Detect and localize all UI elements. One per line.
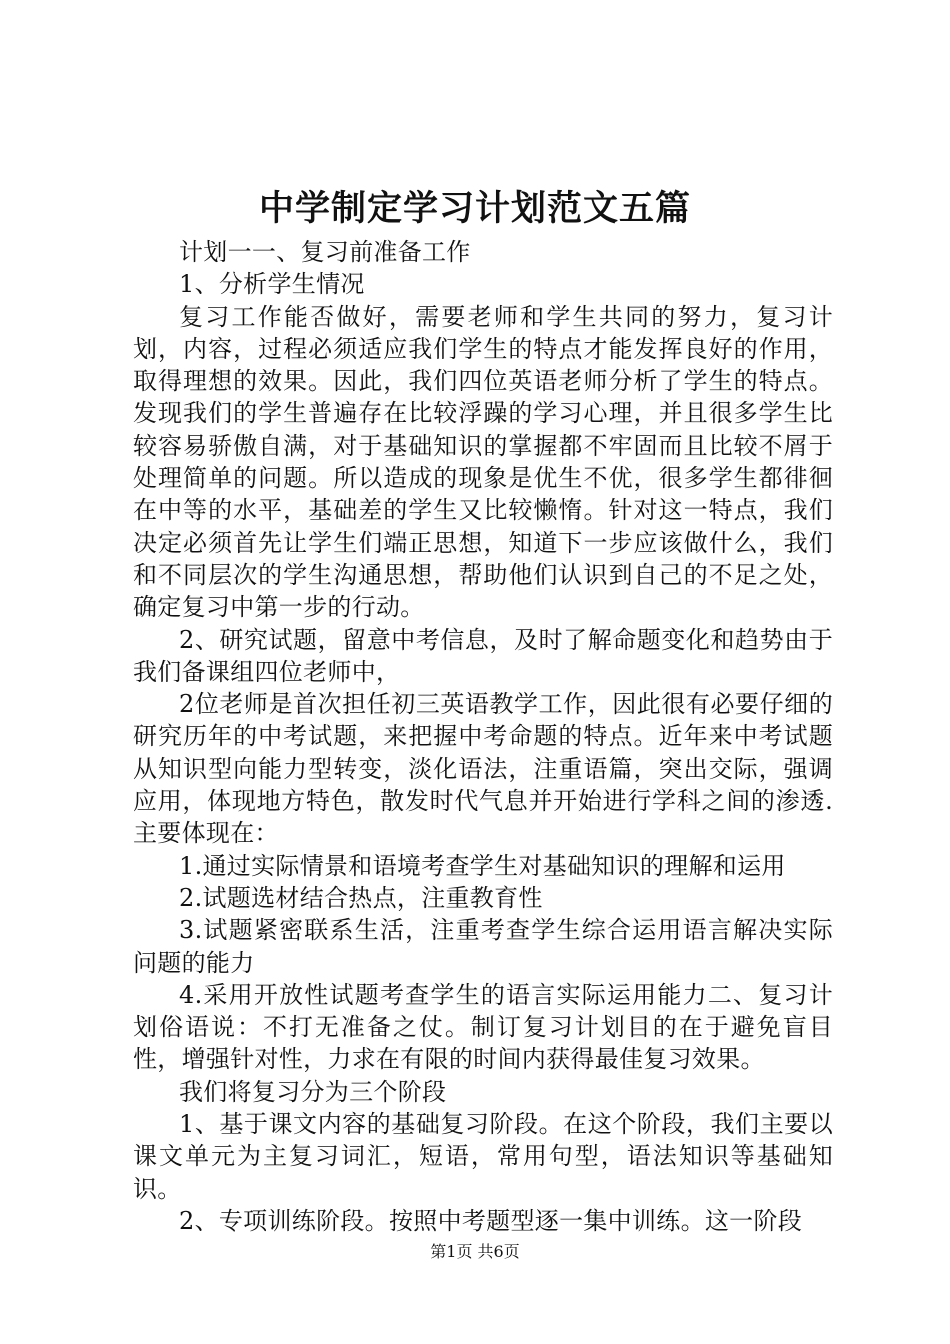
paragraph: 2、研究试题，留意中考信息，及时了解命题变化和趋势由于我们备课组四位老师中， bbox=[133, 625, 833, 686]
document-body bbox=[133, 236, 833, 1237]
paragraph: 1.通过实际情景和语境考查学生对基础知识的理解和运用 bbox=[179, 851, 786, 880]
document-title: 中学制定学习计划范文五篇 bbox=[258, 188, 691, 229]
paragraph: 我们将复习分为三个阶段 bbox=[179, 1077, 447, 1106]
paragraph: 3.试题紧密联系生活，注重考查学生综合运用语言解决实际问题的能力 bbox=[133, 916, 833, 977]
paragraph: 2.试题选材结合热点，注重教育性 bbox=[179, 883, 543, 912]
page-number-footer: 第1页 共6页 bbox=[430, 1242, 520, 1261]
paragraph: 2位老师是首次担任初三英语教学工作，因此很有必要仔细的研究历年的中考试题，来把握中考命题的特点。近年来中考试题从知识型向能力型转变，淡化语法，注重语篇，突出交际，强调应用，体现地方特色，散发时代气息并开始进行学科之间的渗透.主要体现在： bbox=[133, 690, 833, 848]
paragraph: 1、基于课文内容的基础复习阶段。在这个阶段，我们主要以课文单元为主复习词汇，短语，常用句型，语法知识等基础知识。 bbox=[133, 1110, 833, 1203]
paragraph: 2、专项训练阶段。按照中考题型逐一集中训练。这一阶段 bbox=[179, 1206, 803, 1235]
paragraph: 计划一一、复习前准备工作 bbox=[179, 238, 471, 266]
paragraph: 复习工作能否做好，需要老师和学生共同的努力，复习计划，内容，过程必须适应我们学生的特点才能发挥良好的作用，取得理想的效果。因此，我们四位英语老师分析了学生的特点。发现我们的学生普遍存在比较浮躁的学习心理，并且很多学生比较容易骄傲自满，对于基础知识的掌握都不牢固而且比较不屑于处理简单的问题。所以造成的现象是优生不优，很多学生都徘徊在中等的水平，基础差的学生又比较懒惰。针对这一特点，我们决定必须首先让学生们端正思想，知道下一步应该做什么，我们和不同层次的学生沟通思想，帮助他们认识到自己的不足之处，确定复习中第一步的行动。 bbox=[133, 302, 833, 622]
paragraph: 4.采用开放性试题考查学生的语言实际运用能力二、复习计划俗语说：不打无准备之仗。制订复习计划目的在于避免盲目性，增强针对性，力求在有限的时间内获得最佳复习效果。 bbox=[133, 980, 833, 1074]
paragraph: 1、分析学生情况 bbox=[179, 270, 365, 299]
